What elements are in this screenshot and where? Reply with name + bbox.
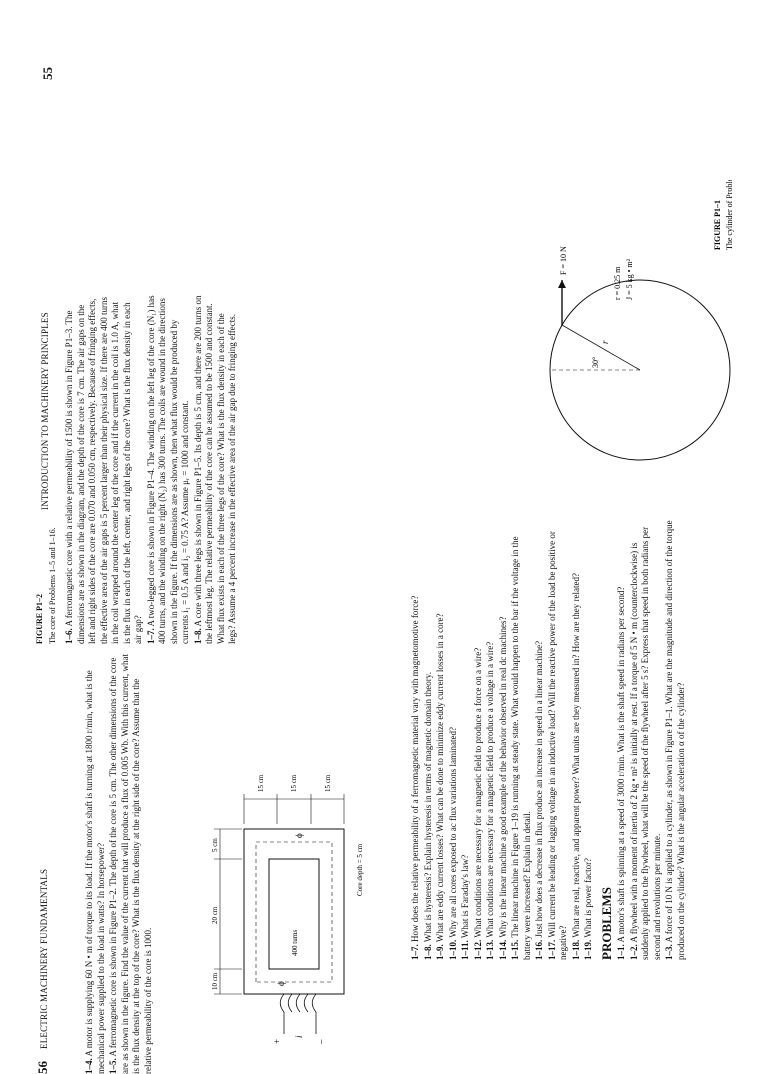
question-1-13: 1–13. What conditions are necessary for a magnetic field to produce a voltage in a wire? [485, 641, 495, 960]
problem-1-1: 1–1. A motor's shaft is spinning at a speed of 3000 r/min. What is the shaft speed in radians per second? [616, 586, 626, 960]
dim-top-3: 5 cm [211, 838, 219, 852]
turns-label: 400 turns [291, 929, 299, 956]
right-page-number: 55 [40, 67, 55, 80]
problem-1-2: 1–2. A flywheel with a moment of inertia of 2 kg • m² is initially at rest. If a torque of 5 N • m (counterclockwise) is suddenly applied to the flywheel, what will be the speed of the flywheel after 5 s? Express that speed in both radians per second and revolutions per minute. [628, 526, 662, 960]
dim-top-2: 20 cm [211, 906, 219, 924]
flux-symbol-right: ϕ [294, 833, 304, 838]
core-depth-label: Core depth = 5 cm [356, 843, 364, 896]
figure-p1-2-label: FIGURE P1–2 [35, 594, 44, 644]
radius-symbol: r [600, 340, 610, 344]
cylinder-diagram [520, 180, 750, 480]
problem-1-8: 1–8. A core with three legs is shown in Figure P1–5. Its depth is 5 cm, and there are 200 turns on the leftmost leg. The relative permeability of the core can be assumed to be 1500 and constant. What flux exists in each of the three legs of the core? What is the flux density in each of the legs? Assume a 4 percent increase in the effective area of the air gap due to fringing effects. [192, 295, 237, 644]
problem-1-6: 1–6. A ferromagnetic core with a relative permeability of 1500 is shown in Figure P1–3. The dimensions are as shown in the diagram, and the depth of the core is 7 cm. The air gaps on the left and right sides of the core are 0.070 and 0.050 cm, respectively. Because of fringing effects, the effective area of the air gaps is 5 percent larger than their physical size. If there are 400 turns in the coil wrapped around the center leg of the core and if the current in the coil is 1.0 A, what is the flux in each of the left, center, and right legs of the core? What is the flux density in each air gap? [64, 296, 143, 644]
question-1-12: 1–12. What conditions are necessary for a magnetic field to produce a force on a wire? [472, 647, 483, 960]
plus-symbol: + [272, 1038, 282, 1044]
dim-right-1: 15 cm [257, 774, 265, 792]
question-1-14: 1–14. Why is the linear machine a good example of the behavior observed in real dc machines? [497, 616, 508, 960]
left-page-number: 56 [35, 1061, 50, 1074]
right-running-head-text: INTRODUCTION TO MACHINERY PRINCIPLES [40, 312, 50, 510]
review-questions [410, 520, 688, 960]
problem-1-4: 1–4. A motor is supplying 60 N • m of torque to its load. If the motor's shaft is turning at 1800 r/min, what is the mechanical power supplied to the load in watts? In horsepower? [84, 670, 106, 1074]
problem-1-5: 1–5. A ferromagnetic core is shown in Figure P1–2. The depth of the core is 5 cm. The other dimensions of the core are as shown in the figure. Find the value of the current that will produce a flux of 0.005 Wb. With this current, what is the flux density at the top of the core? What is the flux density at the right side of the core? Assume that the relative permeability of the core is 1000. [108, 654, 153, 1074]
problem-1-3: 1–3. A force of 10 N is applied to a cylinder, as shown in Figure P1–1. What are the magnitude and direction of the torque produced on the cylinder? What is the angular acceleration α of the cylinder? [664, 520, 686, 960]
question-1-18: 1–18. What are real, reactive, and apparent power? What units are they measured in? How are they related? [570, 573, 581, 960]
left-running-head-text: ELECTRIC MACHINERY FUNDAMENTALS [39, 868, 49, 1049]
figure-p1-2-caption: The core of Problems 1–5 and 1–16. [47, 527, 57, 644]
dim-right-2: 15 cm [290, 774, 298, 792]
question-1-17: 1–17. Will current be leading or lagging voltage in an inductive load? Will the reactive power of the load be positive or negative? [546, 531, 568, 960]
question-1-10: 1–10. Why are all cores exposed to ac flux variations laminated? [447, 726, 458, 960]
figure-p1-1-caption: The cylinder of Problem 1–3. [725, 180, 734, 250]
current-symbol: i [294, 1035, 304, 1038]
figure-p1-1-label: FIGURE P1–1 [713, 200, 722, 250]
question-1-15: 1–15. The linear machine in Figure 1–19 is running at steady state. What would happen to the bar if the voltage in the battery were increased? Explain in detail. [510, 536, 532, 960]
angle-label: 30° [591, 356, 600, 368]
force-label: F = 10 N [559, 246, 568, 275]
coil [280, 994, 316, 1034]
flux-symbol: ϕ [276, 981, 286, 986]
radius-value: r = 0.25 m [613, 266, 622, 300]
question-1-11: 1–11. What is Faraday's law? [460, 854, 470, 960]
question-1-7: 1–7. How does the relative permeability of a ferromagnetic material vary with magnetomotive force? [410, 595, 420, 960]
right-running-head [755, 70, 768, 570]
problems-heading: PROBLEMS [598, 887, 614, 960]
right-page-body [410, 520, 710, 960]
question-1-16: 1–16. Just how does a decrease in flux produce an increase in speed in a linear machine? [534, 640, 544, 960]
problem-1-7: 1–7. A two-legged core is shown in Figure P1–4. The winding on the left leg of the core (N₁) has 400 turns, and the winding on the right (N₂) has 300 turns. The coils are wound in the directions shown in the figure. If the dimensions are as shown, then what flux would be produced by currents i₁ = 0.5 A and i₂ = 0.75 A? Assume μᵣ = 1000 and constant. [145, 295, 190, 644]
right-header [40, 30, 56, 930]
figure-p1-1 [520, 180, 750, 480]
minus-symbol: – [316, 1039, 326, 1044]
question-1-9: 1–9. What are eddy current losses? What can be done to minimize eddy current losses in a core? [435, 613, 445, 960]
question-1-8: 1–8. What is hysteresis? Explain hysteresis in terms of magnetic domain theory. [422, 672, 433, 960]
right-page-content [40, 30, 460, 930]
radius-line [562, 325, 640, 370]
force-arrowhead [558, 280, 566, 288]
question-1-19: 1–19. What is power factor? [583, 857, 593, 960]
dim-right-3: 15 cm [324, 774, 332, 792]
dim-top-1: 10 cm [211, 972, 219, 990]
inertia-value: J = 5 kg • m² [625, 258, 634, 300]
